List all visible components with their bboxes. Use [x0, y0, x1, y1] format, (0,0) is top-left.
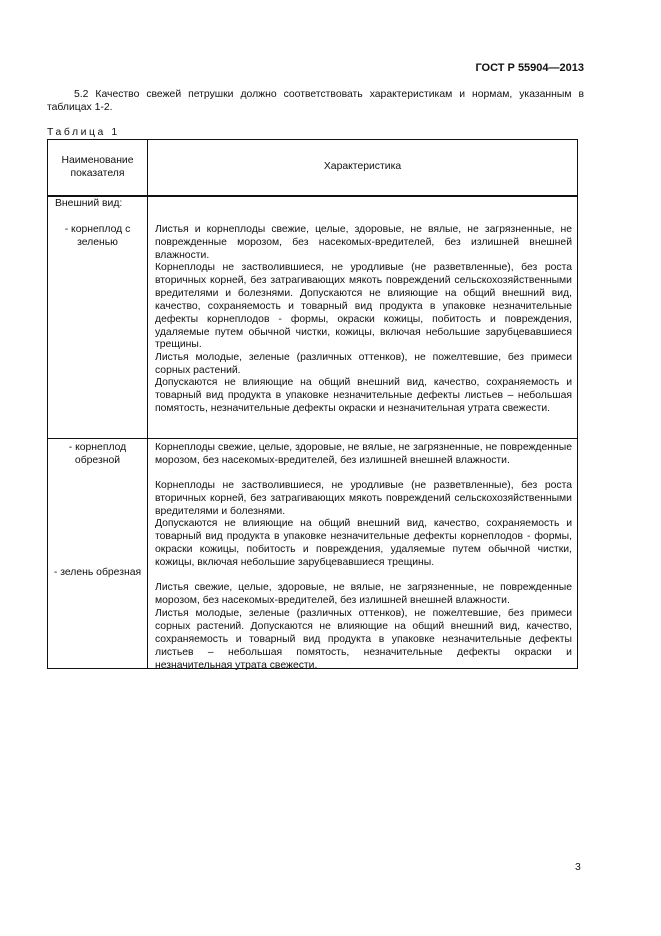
row-label-trimmed-greens: - зелень обрезная [53, 567, 142, 578]
row1-paragraph-2: Корнеплоды не застволившиеся, не уродливые (не разветвленные), без роста вторичных корней, без затрагивающих мякоть повреждений сельскохозяйственными вредителями и болезнями. Допускаются не влияющие на общий внешний вид, качество, сохраняемость и товарный вид продукта в упаковке незначительные дефекты корнеплодов - формы, окраски кожицы, побитость и повреждения, удаляемые путем обычной чистки, кожицы, включая небольшие зарубцевавшиеся трещины. [155, 262, 572, 351]
page-number: 3 [575, 862, 581, 873]
row2-paragraph-1: Корнеплоды свежие, целые, здоровые, не вялые, не загрязненные, не поврежденные морозом, без насекомых-вредителей, без излишней внешней влажности. [155, 442, 572, 466]
row-divider [48, 438, 577, 439]
header-name: Наименование показателя [61, 154, 134, 179]
row1-paragraph-3: Листья молодые, зеленые (различных оттенков), не пожелтевшие, без примеси сорных растений. [155, 352, 572, 376]
row1-paragraph-4: Допускаются не влияющие на общий внешний вид, качество, сохраняемость и товарный вид продукта в упаковке незначительные дефекты листьев – небольшая помятость, незначительные дефекты окраски и незначительная утрата свежести. [155, 377, 572, 414]
row-label-trimmed-root: - корнеплод обрезной [68, 442, 127, 466]
row3-paragraph-2: Листья молодые, зеленые (различных оттенков), не пожелтевшие, без примеси сорных растений. Допускаются не влияющие на общий внешний вид, качество, сохраняемость и товарный вид продукта в упаковке незначительные дефекты листьев – небольшая помятость, незначительные дефекты окраски и незначительная утрата свежести. [155, 608, 572, 671]
row-label-root-with-greens: - корнеплод с зеленью [64, 224, 131, 248]
quality-table [47, 139, 578, 669]
table-caption: Таблица 1 [47, 127, 120, 138]
section-label: Внешний вид: [55, 198, 123, 209]
header-divider [48, 195, 577, 197]
column-divider [147, 140, 148, 668]
intro-paragraph: 5.2 Качество свежей петрушки должно соответствовать характеристикам и нормам, указанным в таблицах 1-2. [47, 89, 584, 113]
row2-paragraph-2: Корнеплоды не застволившиеся, не уродливые (не разветвленные), без роста вторичных корней, без затрагивающих мякоть повреждений сельскохозяйственными вредителями и болезнями. [155, 480, 572, 517]
row2-paragraph-3: Допускаются не влияющие на общий внешний вид, качество, сохраняемость и товарный вид продукта в упаковке незначительные дефекты корнеплодов - формы, окраски кожицы, побитость и повреждения, удаляемые путем обычной чистки, кожицы, включая небольшие зарубцевавшиеся трещины. [155, 518, 572, 568]
document-code: ГОСТ Р 55904—2013 [475, 62, 584, 74]
row3-paragraph-1: Листья свежие, целые, здоровые, не вялые, не загрязненные, не поврежденные морозом, без насекомых-вредителей, без излишней внешней влажности. [155, 582, 572, 606]
row1-paragraph-1: Листья и корнеплоды свежие, целые, здоровые, не вялые, не загрязненные, не поврежденные морозом, без насекомых-вредителей, без излишней внешней влажности. [155, 224, 572, 261]
header-characteristic: Характеристика [323, 161, 402, 173]
